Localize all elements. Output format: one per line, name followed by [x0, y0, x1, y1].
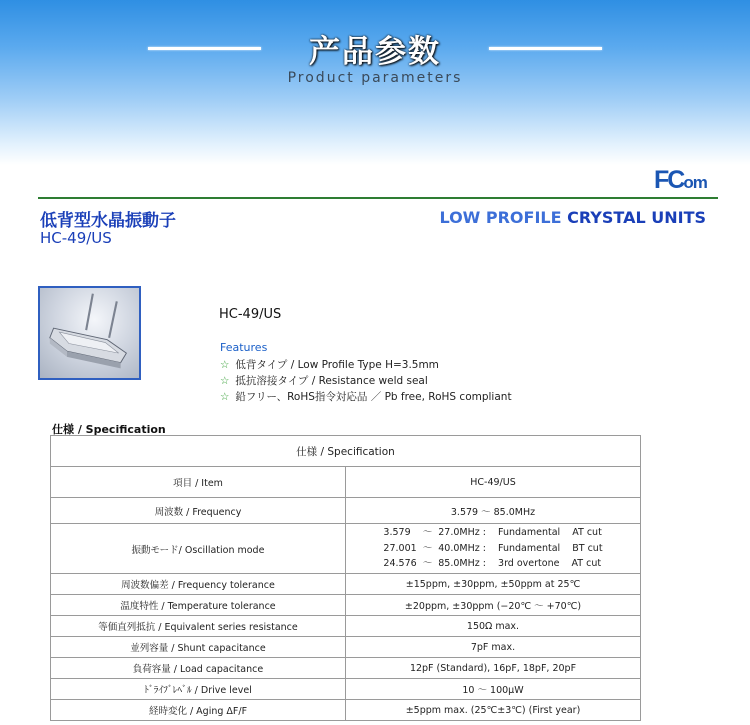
- header-banner: [0, 0, 750, 165]
- product-model-title: HC-49/US: [40, 229, 112, 247]
- table-row: [51, 637, 641, 658]
- star-icon: ☆: [220, 391, 230, 403]
- spec-label: 周波数偏差 / Frequency tolerance: [51, 574, 346, 595]
- product-model-label: HC-49/US: [219, 307, 282, 322]
- spec-value: ±5ppm max. (25℃±3℃) (First year): [346, 700, 641, 721]
- logo-main: FC: [654, 166, 684, 194]
- spec-value: ±15ppm, ±30ppm, ±50ppm at 25℃: [346, 574, 641, 595]
- spec-label: 振動モード/ Oscillation mode: [51, 524, 346, 574]
- features-title: Features: [220, 341, 268, 354]
- feature-item: [220, 389, 512, 405]
- feature-item: [220, 357, 512, 373]
- spec-value: 7pF max.: [346, 637, 641, 658]
- crystal-unit-image: [40, 288, 139, 378]
- spec-label: 温度特性 / Temperature tolerance: [51, 595, 346, 616]
- table-row: [51, 498, 641, 524]
- brand-logo: [654, 166, 707, 195]
- table-header-row: [51, 467, 641, 498]
- feature-item: [220, 373, 512, 389]
- table-row: [51, 658, 641, 679]
- title-en-accent: LOW PROFILE: [439, 208, 568, 227]
- table-row: [51, 700, 641, 721]
- spec-label: 負荷容量 / Load capacitance: [51, 658, 346, 679]
- oscillation-mode-line: 24.576 〜 85.0MHz : 3rd overtone AT cut: [383, 558, 602, 570]
- spec-value: 10 〜 100μW: [346, 679, 641, 700]
- oscillation-mode-line: 3.579 〜 27.0MHz : Fundamental AT cut: [383, 527, 602, 539]
- star-icon: ☆: [220, 375, 230, 387]
- spec-table: [50, 435, 641, 721]
- title-en-main: CRYSTAL UNITS: [567, 208, 706, 227]
- oscillation-mode-cell: [346, 524, 641, 574]
- star-icon: ☆: [220, 359, 230, 371]
- column-header-model: HC-49/US: [346, 467, 641, 498]
- feature-text: 鉛フリー、RoHS指令対応品 ／ Pb free, RoHS compliant: [235, 391, 512, 403]
- spec-value: ±20ppm, ±30ppm (−20℃ 〜 +70℃): [346, 595, 641, 616]
- product-title-jp: 低背型水晶振動子: [40, 211, 176, 231]
- table-row: [51, 574, 641, 595]
- logo-tail: om: [683, 173, 707, 192]
- spec-heading: 仕様 / Specification: [52, 423, 166, 436]
- table-row: [51, 524, 641, 574]
- table-row: [51, 679, 641, 700]
- oscillation-mode-line: 27.001 〜 40.0MHz : Fundamental BT cut: [383, 542, 603, 554]
- spec-label: 並列容量 / Shunt capacitance: [51, 637, 346, 658]
- product-title-en: [439, 208, 706, 227]
- spec-value: 12pF (Standard), 16pF, 18pF, 20pF: [346, 658, 641, 679]
- spec-table-title: 仕様 / Specification: [51, 436, 641, 467]
- spec-value: 150Ω max.: [346, 616, 641, 637]
- table-row: [51, 595, 641, 616]
- column-header-item: 項目 / Item: [51, 467, 346, 498]
- spec-value: 3.579 〜 85.0MHz: [346, 498, 641, 524]
- feature-text: 低背タイプ / Low Profile Type H=3.5mm: [235, 359, 439, 371]
- spec-label: 周波数 / Frequency: [51, 498, 346, 524]
- feature-text: 抵抗溶接タイプ / Resistance weld seal: [235, 375, 428, 387]
- banner-subtitle: Product parameters: [287, 70, 463, 86]
- banner-title: 产品参数: [309, 34, 441, 70]
- oscillation-mode-list: [383, 525, 602, 572]
- header-divider: [38, 197, 718, 199]
- spec-label: 経時変化 / Aging ΔF/F: [51, 700, 346, 721]
- spec-label: 等価直列抵抗 / Equivalent series resistance: [51, 616, 346, 637]
- product-photo: [38, 286, 141, 380]
- features-list: [220, 357, 512, 405]
- table-row: [51, 616, 641, 637]
- spec-label: ﾄﾞﾗｲﾌﾞﾚﾍﾞﾙ / Drive level: [51, 679, 346, 700]
